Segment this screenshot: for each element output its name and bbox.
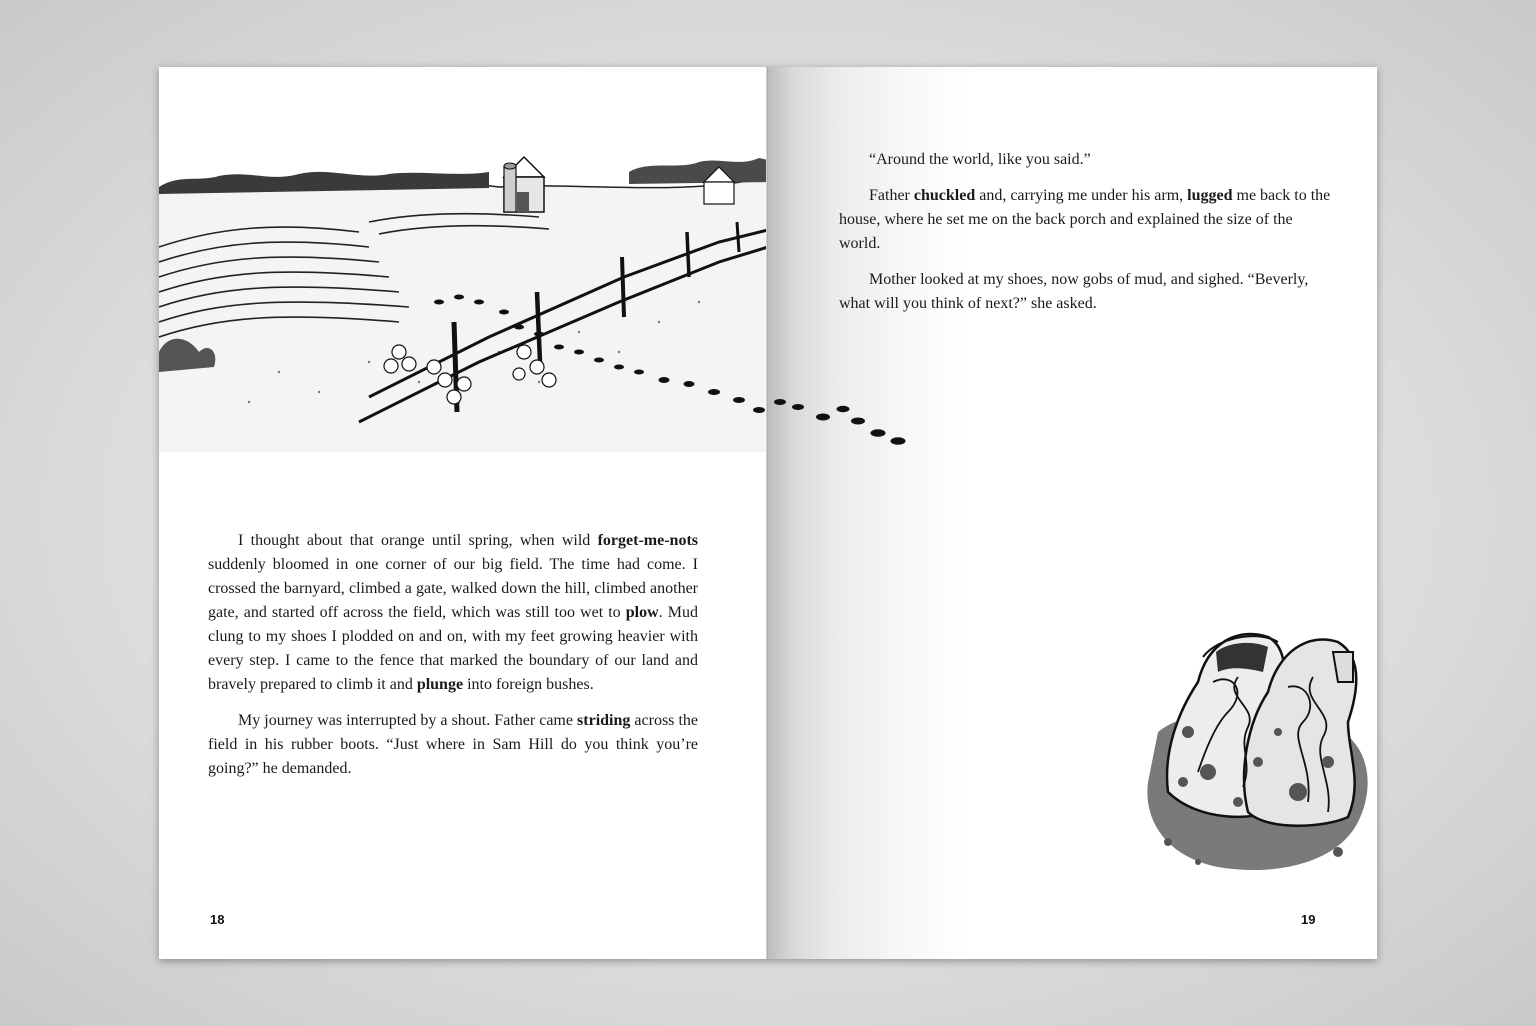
- vocab-word: striding: [577, 712, 631, 729]
- farm-field-fence-illustration: [159, 152, 768, 452]
- barn-icon: [504, 157, 544, 212]
- vocab-word: lugged: [1187, 187, 1233, 204]
- page-number-right: 19: [1301, 912, 1316, 927]
- vocab-word: plow: [625, 604, 659, 621]
- paragraph: I thought about that orange until spring, when wild forget-me-nots suddenly bloomed in one corner of our big field. The time had come. I crossed the barnyard, climbed a gate, walked down the hill, climbed another gate, and started off across the field, which was still too wet to plow. Mud clung to my shoes I plodded on and on, with my feet growing heavier with every step. I came to the fence that marked the boundary of our land and bravely prepared to climb it and plunge into foreign bushes.: [208, 532, 698, 693]
- vocab-word: plunge: [416, 676, 464, 693]
- paragraph: Mother looked at my shoes, now gobs of mud, and sighed. “Beverly, what will you think of next?” she asked.: [839, 271, 1309, 312]
- left-page-text: [208, 529, 698, 793]
- vocab-word: chuckled: [913, 187, 976, 204]
- left-page: [159, 67, 768, 959]
- paragraph: “Around the world, like you said.”: [869, 151, 1091, 168]
- footprints: [768, 357, 908, 457]
- right-page: [768, 67, 1377, 959]
- right-page-text: [839, 148, 1334, 328]
- page-number-left: 18: [210, 912, 225, 927]
- vocab-word: forget-me-nots: [597, 532, 698, 549]
- paragraph: My journey was interrupted by a shout. Father came striding across the field in his rubber boots. “Just where in Sam Hill do you think you’re going?” he demanded.: [208, 712, 699, 777]
- muddy-boots-illustration: [1138, 612, 1377, 892]
- paragraph: Father chuckled and, carrying me under his arm, lugged me back to the house, where he set me on the back porch and explained the size of the world.: [839, 187, 1331, 252]
- open-book: [159, 67, 1377, 959]
